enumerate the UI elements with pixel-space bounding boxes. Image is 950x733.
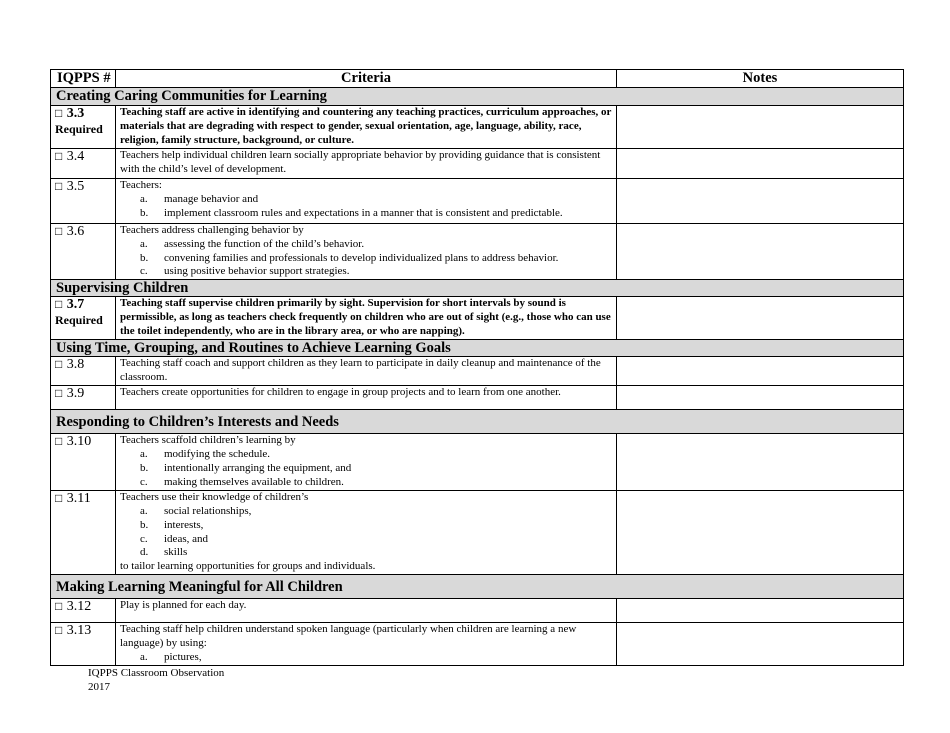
criteria-intro: Teachers address challenging behavior by (120, 224, 304, 236)
section-title-time-grouping: Using Time, Grouping, and Routines to Achieve Learning Goals (51, 340, 904, 357)
notes-cell[interactable] (617, 623, 904, 665)
notes-cell[interactable] (617, 179, 904, 224)
criteria-text: Teaching staff are active in identifying and countering any teaching practices, curriculum approaches, or materials that are degrading with respect to gender, sexual orientation, age, language, ability, race, religion, family structure, background, or culture. (116, 106, 617, 149)
table-row (51, 357, 904, 386)
section-heading-row (51, 88, 904, 106)
item-number: 3.13 (66, 623, 92, 639)
checkbox-icon[interactable]: □ (55, 224, 63, 238)
table-row (51, 297, 904, 340)
item-id-3-9 (51, 386, 116, 410)
checkbox-icon[interactable]: □ (55, 623, 63, 638)
criteria-sublist (120, 193, 616, 221)
list-item: c. making themselves available to children. (140, 475, 344, 488)
criteria-sublist (120, 505, 616, 560)
list-item: c. using positive behavior support strategies. (140, 265, 350, 278)
item-number: 3.12 (66, 599, 92, 615)
list-item: a. social relationships, (140, 504, 252, 517)
criteria-intro: Teaching staff help children understand spoken language (particularly when children are learning a new language) by using: (120, 623, 577, 649)
criteria-outro: to tailor learning opportunities for groups and individuals. (120, 560, 376, 573)
section-heading-row (51, 410, 904, 434)
list-item: c. ideas, and (140, 532, 208, 545)
section-title-meaningful-learning: Making Learning Meaningful for All Children (51, 575, 904, 599)
item-id-3-6 (51, 224, 116, 280)
item-number: 3.3 (66, 106, 85, 121)
item-number: 3.7 (66, 297, 85, 313)
notes-cell[interactable] (617, 386, 904, 410)
criteria-intro: Teachers use their knowledge of children’s (120, 491, 309, 504)
section-title-caring-communities: Creating Caring Communities for Learning (51, 88, 904, 106)
list-item: b. interests, (140, 518, 204, 531)
item-number: 3.5 (66, 179, 85, 194)
item-number: 3.6 (66, 224, 85, 239)
item-number: 3.9 (66, 386, 85, 402)
criteria-intro: Teachers: (120, 179, 162, 191)
item-id-3-7 (51, 297, 116, 340)
criteria-text (116, 491, 617, 575)
item-id-3-10 (51, 434, 116, 491)
list-item: a. assessing the function of the child’s behavior. (140, 237, 365, 250)
footer-title: IQPPS Classroom Observation (88, 667, 225, 679)
item-id-3-13 (51, 623, 116, 665)
list-item: d. skills (140, 546, 188, 559)
checkbox-icon[interactable]: □ (55, 386, 63, 401)
notes-cell[interactable] (617, 224, 904, 280)
checkbox-icon[interactable]: □ (55, 357, 63, 372)
criteria-text (116, 623, 617, 665)
notes-cell[interactable] (617, 297, 904, 340)
item-id-3-3 (51, 106, 116, 149)
item-id-3-11 (51, 491, 116, 575)
notes-cell[interactable] (617, 357, 904, 386)
section-heading-row (51, 340, 904, 357)
notes-cell[interactable] (617, 106, 904, 149)
header-notes: Notes (617, 70, 904, 88)
table-row (51, 149, 904, 179)
checkbox-icon[interactable]: □ (55, 106, 63, 120)
checkbox-icon[interactable]: □ (55, 434, 63, 449)
notes-cell[interactable] (617, 434, 904, 491)
header-criteria: Criteria (116, 70, 617, 88)
item-number: 3.8 (66, 357, 85, 373)
criteria-text (116, 224, 617, 280)
criteria-text: Teaching staff coach and support children as they learn to participate in daily cleanup and maintenance of the classroom. (116, 357, 617, 386)
checkbox-icon[interactable]: □ (55, 149, 63, 163)
checkbox-icon[interactable]: □ (55, 297, 63, 312)
item-id-3-4 (51, 149, 116, 179)
table-row (51, 491, 904, 575)
criteria-text: Teaching staff supervise children primarily by sight. Supervision for short intervals by sound is permissible, as long as teachers check frequently on children who are out of sight (e.g., those who can use the toilet independently, who are in the library area, or who are napping). (116, 297, 617, 340)
page-footer (88, 667, 224, 694)
checkbox-icon[interactable]: □ (55, 599, 63, 614)
required-label: Required (55, 122, 103, 136)
criteria-text (116, 434, 617, 491)
item-id-3-12 (51, 599, 116, 623)
notes-cell[interactable] (617, 599, 904, 623)
item-id-3-5 (51, 179, 116, 224)
criteria-sublist (120, 448, 616, 489)
table-row (51, 179, 904, 224)
section-title-supervising: Supervising Children (51, 280, 904, 297)
table-row (51, 623, 904, 665)
section-heading-row (51, 575, 904, 599)
table-row (51, 434, 904, 491)
list-item: a. manage behavior and (140, 192, 259, 205)
section-title-interests-needs: Responding to Children’s Interests and Needs (51, 410, 904, 434)
table-row (51, 106, 904, 149)
criteria-text (116, 179, 617, 224)
notes-cell[interactable] (617, 149, 904, 179)
table-header-row (51, 70, 904, 88)
criteria-text: Play is planned for each day. (116, 599, 617, 623)
item-id-3-8 (51, 357, 116, 386)
criteria-sublist (120, 238, 616, 279)
table-row (51, 386, 904, 410)
required-label: Required (55, 313, 103, 328)
list-item: a. pictures, (140, 650, 202, 663)
checkbox-icon[interactable]: □ (55, 179, 63, 193)
list-item: b. intentionally arranging the equipment, and (140, 461, 352, 474)
section-heading-row (51, 280, 904, 297)
item-number: 3.11 (66, 491, 91, 507)
list-item: b. implement classroom rules and expectations in a manner that is consistent and predictable. (140, 206, 563, 219)
table-row (51, 599, 904, 623)
criteria-table (50, 69, 904, 666)
criteria-text: Teachers help individual children learn socially appropriate behavior by providing guidance that is consistent with the child’s level of development. (116, 149, 617, 179)
footer-year: 2017 (88, 680, 110, 693)
criteria-sublist (120, 651, 616, 665)
criteria-text: Teachers create opportunities for children to engage in group projects and to learn from one another. (116, 386, 617, 410)
notes-cell[interactable] (617, 491, 904, 575)
table-row (51, 224, 904, 280)
list-item: b. convening families and professionals to develop individualized plans to address behavior. (140, 251, 559, 264)
header-iqpps-number: IQPPS # (51, 70, 116, 88)
list-item: a. modifying the schedule. (140, 447, 271, 460)
criteria-intro: Teachers scaffold children’s learning by (120, 434, 296, 447)
checkbox-icon[interactable]: □ (55, 491, 63, 506)
item-number: 3.4 (66, 149, 85, 164)
item-number: 3.10 (66, 434, 92, 450)
